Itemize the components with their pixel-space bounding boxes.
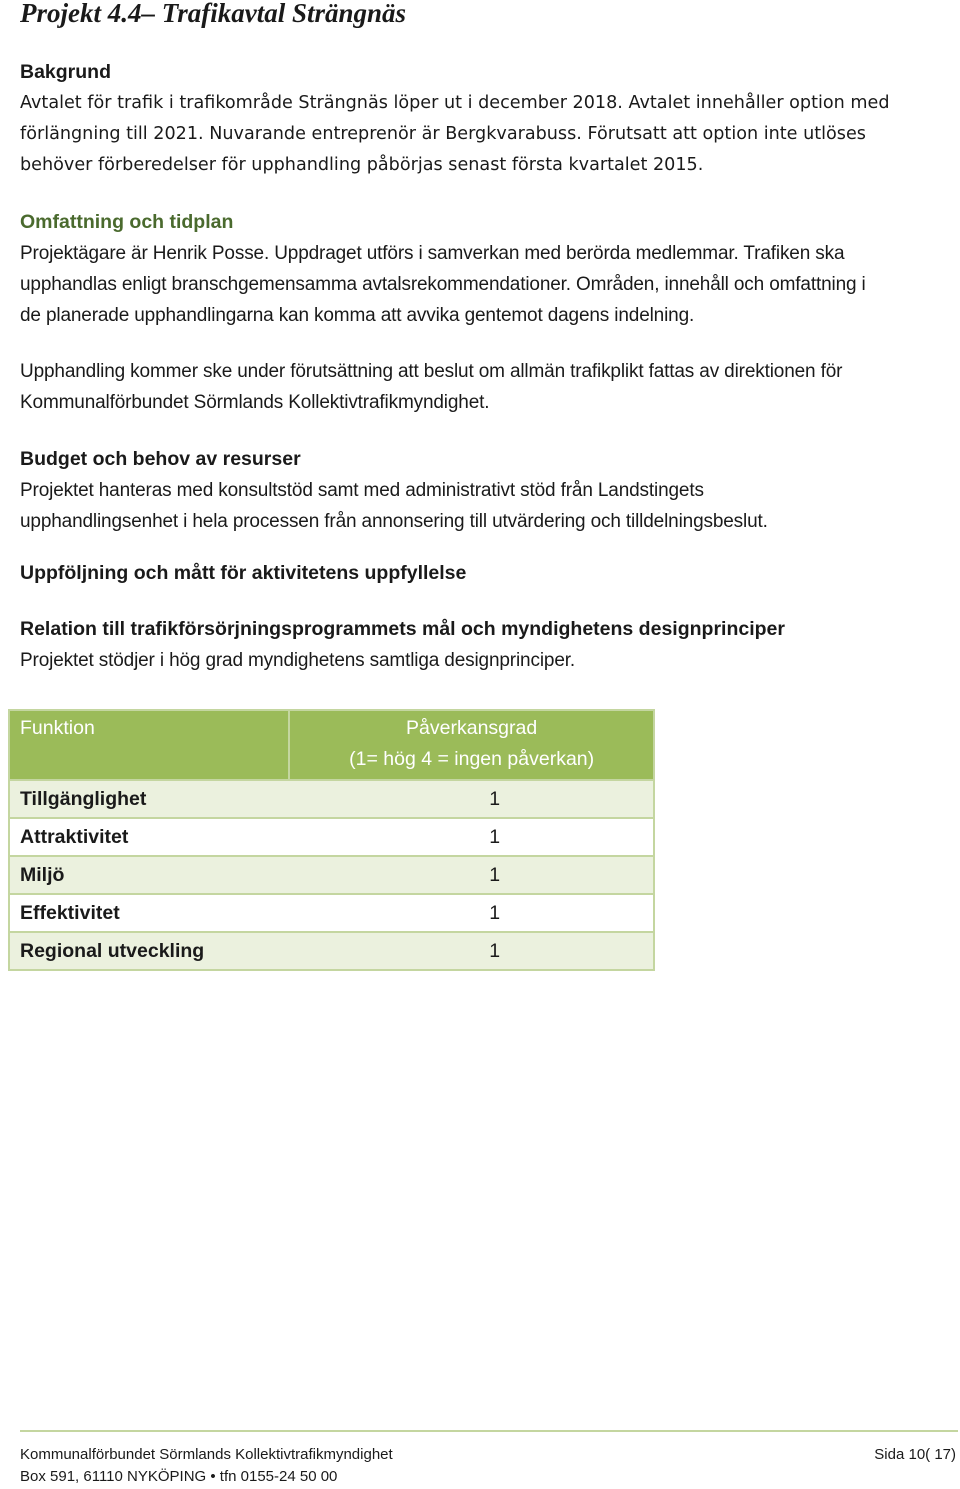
header-funktion: Funktion xyxy=(9,710,289,780)
row-value: 1 xyxy=(289,932,654,970)
row-label: Effektivitet xyxy=(9,894,289,932)
footer-line-2 xyxy=(20,1466,958,1488)
page-number: Sida 10( 17) xyxy=(874,1446,956,1463)
header-paverkansgrad-scale: (1= hög 4 = ingen påverkan) xyxy=(349,748,595,770)
heading-budget: Budget och behov av resurser xyxy=(20,448,301,470)
heading-omfattning: Omfattning och tidplan xyxy=(20,211,234,233)
row-label: Regional utveckling xyxy=(9,932,289,970)
section-budget xyxy=(20,444,956,537)
impact-table xyxy=(8,709,655,971)
heading-bakgrund: Bakgrund xyxy=(20,61,112,83)
text-line: de planerade upphandlingarna kan komma att avvika gentemot dagens indelning. xyxy=(20,305,695,326)
paragraph-upphandling xyxy=(20,356,956,418)
row-value: 1 xyxy=(289,856,654,894)
row-value: 1 xyxy=(289,818,654,856)
table-row xyxy=(9,818,654,856)
section-bakgrund xyxy=(20,57,956,181)
text-line: upphandlingsenhet i hela processen från annonsering till utvärdering och tilldelningsbeslut. xyxy=(20,511,768,532)
row-label: Tillgänglighet xyxy=(9,780,289,818)
table-row xyxy=(9,780,654,818)
footer-address: Box 591, 61110 NYKÖPING • tfn 0155-24 50 00 xyxy=(20,1468,338,1485)
page-title: Projekt 4.4– Trafikavtal Strängnäs xyxy=(20,0,407,28)
heading-uppfoljning: Uppföljning och mått för aktivitetens uppfyllelse xyxy=(20,562,467,584)
paragraph-omfattning xyxy=(20,238,956,331)
text-line: upphandlas enligt branschgemensamma avtalsrekommendationer. Områden, innehåll och omfattning i xyxy=(20,274,866,295)
text-line: Kommunalförbundet Sörmlands Kollektivtrafikmyndighet. xyxy=(20,392,490,413)
row-label: Miljö xyxy=(9,856,289,894)
row-value: 1 xyxy=(289,780,654,818)
heading-relation: Relation till trafikförsörjningsprogrammets mål och myndighetens designprinciper xyxy=(20,618,785,640)
text-line: Upphandling kommer ske under förutsättning att beslut om allmän trafikplikt fattas av direktionen för xyxy=(20,361,843,382)
paragraph-relation: Projektet stödjer i hög grad myndighetens samtliga designprinciper. xyxy=(20,650,575,671)
table-row xyxy=(9,894,654,932)
paragraph-budget xyxy=(20,475,956,537)
text-line: behöver förberedelser för upphandling påbörjas senast första kvartalet 2015. xyxy=(20,155,704,175)
text-line: Projektägare är Henrik Posse. Uppdraget utförs i samverkan med berörda medlemmar. Trafiken ska xyxy=(20,243,845,264)
text-line: Projektet hanteras med konsultstöd samt med administrativt stöd från Landstingets xyxy=(20,480,704,501)
table-row xyxy=(9,856,654,894)
text-line: förlängning till 2021. Nuvarande entreprenör är Bergkvarabuss. Förutsatt att option inte utlöses xyxy=(20,124,866,144)
footer-divider xyxy=(20,1430,958,1432)
table-header-row xyxy=(9,710,654,780)
row-value: 1 xyxy=(289,894,654,932)
paragraph-bakgrund xyxy=(20,88,956,181)
text-line: Avtalet för trafik i trafikområde Strängnäs löper ut i december 2018. Avtalet innehåller option med xyxy=(20,93,890,113)
section-omfattning xyxy=(20,207,956,331)
footer-org: Kommunalförbundet Sörmlands Kollektivtrafikmyndighet xyxy=(20,1446,393,1463)
row-label: Attraktivitet xyxy=(9,818,289,856)
section-relation xyxy=(20,614,956,676)
table-row xyxy=(9,932,654,970)
header-paverkansgrad xyxy=(289,710,654,780)
section-upphandling xyxy=(20,356,956,418)
header-paverkansgrad-title: Påverkansgrad xyxy=(406,717,538,739)
footer-line-1 xyxy=(20,1444,958,1466)
section-uppfoljning xyxy=(20,558,956,589)
